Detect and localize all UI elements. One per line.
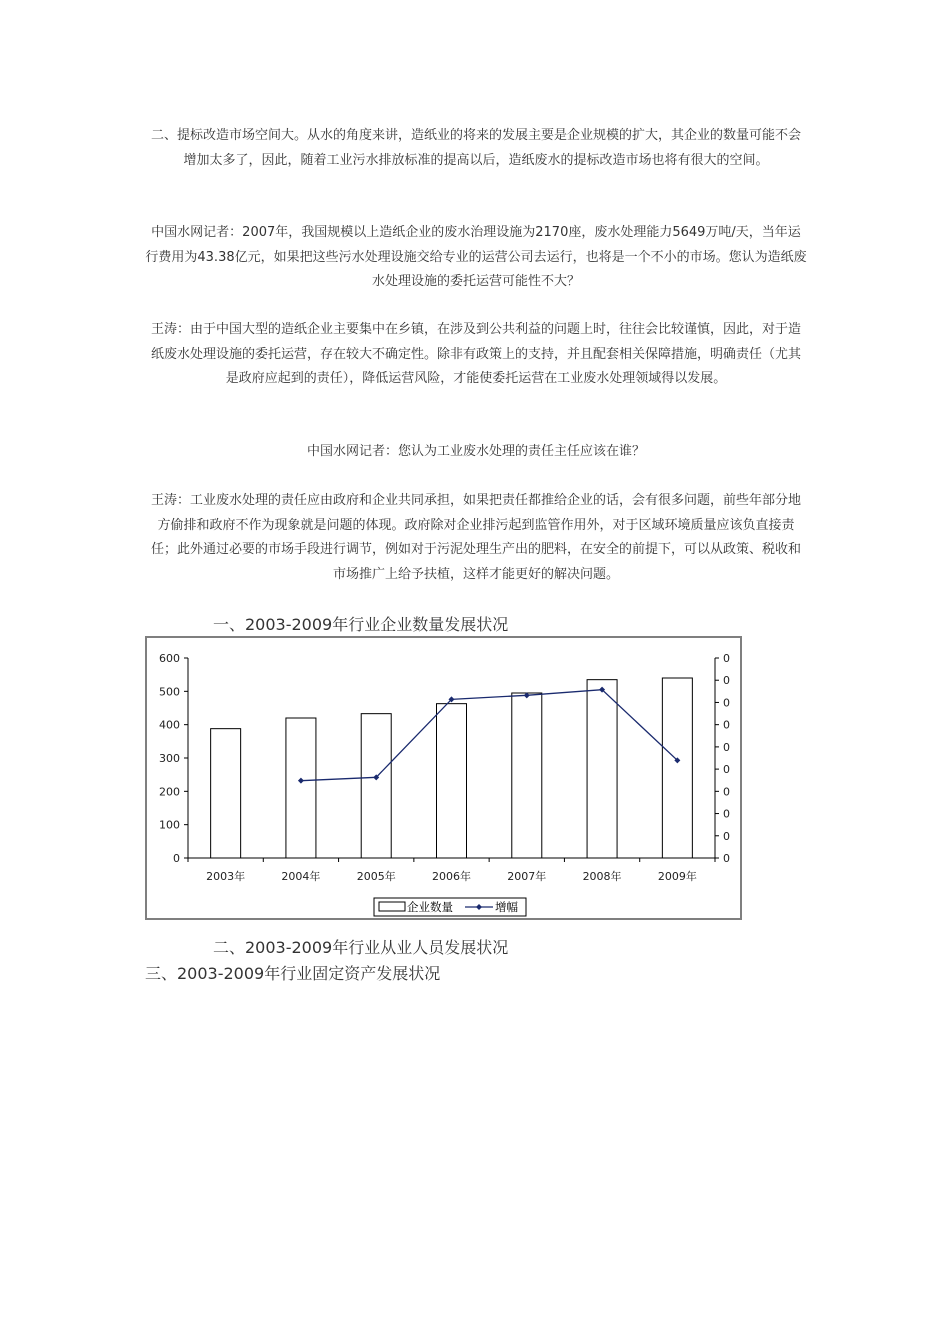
section-heading-enterprise-count: 一、2003-2009年行业企业数量发展状况 xyxy=(213,615,509,634)
enterprise-count-chart xyxy=(145,636,742,920)
bar-enterprise-count xyxy=(211,729,241,858)
chart-svg xyxy=(145,636,742,920)
section-heading-fixed-assets: 三、2003-2009年行业固定资产发展状况 xyxy=(145,964,441,983)
paragraph-reporter-question-2: 中国水网记者：您认为工业废水处理的责任主任应该在谁？ xyxy=(306,444,645,459)
bar-enterprise-count xyxy=(437,704,467,858)
bar-enterprise-count xyxy=(587,680,617,858)
y-left-tick-label: 300 xyxy=(159,752,180,765)
y-right-tick-label: 0 xyxy=(723,785,730,799)
paragraph-reporter-question-1: 中国水网记者：2007年，我国规模以上造纸企业的废水治理设施为2170座，废水处理能力5649万吨/天，当年运行费用为43.38亿元，如果把这些污水处理设施交给专业的运营公司去运行，也将是一个不小的市场。您认为造纸废水处理设施的委托运营可能性不大？ xyxy=(145,225,807,289)
legend-label-bar: 企业数量 xyxy=(407,900,453,914)
y-right-tick-label: 0 xyxy=(723,763,730,777)
y-left-tick-label: 600 xyxy=(159,652,180,665)
paragraph-wang-answer-2: 王涛：工业废水处理的责任应由政府和企业共同承担，如果把责任都推给企业的话，会有很多问题，前些年部分地方偷排和政府不作为现象就是问题的体现。政府除对企业排污起到监管作用外，对于区域环境质量应该负直接责任；此外通过必要的市场手段进行调节，例如对于污泥处理生产出的肥料，在安全的前提下，可以从政策、税收和市场推广上给予扶植，这样才能更好的解决问题。 xyxy=(150,493,801,582)
bar-enterprise-count xyxy=(662,678,692,858)
y-right-tick-label: 0 xyxy=(723,740,730,754)
x-tick-label: 2007年 xyxy=(507,870,547,883)
bar-enterprise-count xyxy=(361,714,391,858)
y-left-tick-label: 500 xyxy=(159,685,180,699)
y-right-tick-label: 0 xyxy=(723,829,730,843)
y-right-tick-label: 0 xyxy=(723,852,730,865)
x-tick-label: 2008年 xyxy=(582,870,622,883)
x-tick-label: 2009年 xyxy=(657,870,697,883)
x-tick-label: 2006年 xyxy=(432,870,471,883)
y-left-tick-label: 0 xyxy=(173,852,180,865)
x-tick-label: 2003年 xyxy=(206,870,246,883)
y-left-tick-label: 100 xyxy=(159,818,180,832)
y-right-tick-label: 0 xyxy=(723,674,730,688)
legend-swatch-bar xyxy=(379,902,405,911)
y-right-tick-label: 0 xyxy=(723,807,730,821)
y-right-tick-label: 0 xyxy=(723,718,730,732)
paragraph-wang-answer-1: 王涛：由于中国大型的造纸企业主要集中在乡镇，在涉及到公共利益的问题上时，往往会比较谨慎，因此，对于造纸废水处理设施的委托运营，存在较大不确定性。除非有政策上的支持，并且配套相关保障措施，明确责任（尤其是政府应起到的责任），降低运营风险，才能使委托运营在工业废水处理领域得以发展。 xyxy=(150,322,801,386)
bar-enterprise-count xyxy=(286,718,316,858)
x-tick-label: 2005年 xyxy=(356,870,396,883)
y-left-tick-label: 200 xyxy=(159,785,180,799)
y-left-tick-label: 400 xyxy=(159,718,180,732)
bar-enterprise-count xyxy=(512,693,542,858)
legend-label-line: 增幅 xyxy=(495,900,518,914)
section-heading-employees: 二、2003-2009年行业从业人员发展状况 xyxy=(213,938,509,957)
y-right-tick-label: 0 xyxy=(723,652,730,665)
x-tick-label: 2004年 xyxy=(281,870,321,883)
y-right-tick-label: 0 xyxy=(723,696,730,710)
paragraph-market-space: 二、提标改造市场空间大。从水的角度来讲，造纸业的将来的发展主要是企业规模的扩大，其企业的数量可能不会增加太多了，因此，随着工业污水排放标准的提高以后，造纸废水的提标改造市场也将有很大的空间。 xyxy=(150,128,801,168)
